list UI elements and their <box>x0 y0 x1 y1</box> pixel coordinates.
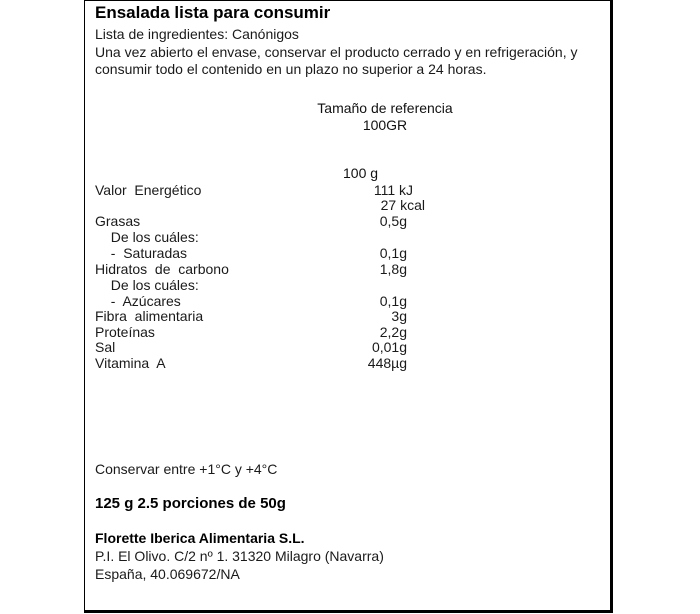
nutrition-row <box>95 355 425 371</box>
nutrient-name: - Saturadas <box>103 245 188 261</box>
nutrient-value: 448µg <box>367 355 407 371</box>
reference-size-value: 100GR <box>362 117 408 133</box>
nutrient-name: Fibra alimentaria <box>95 308 204 324</box>
nutrient-name: Sal <box>95 339 116 355</box>
nutrient-name: Proteínas <box>95 324 155 340</box>
nutrient-name: Hidratos de carbono <box>95 261 229 277</box>
manufacturer-name: Florette Iberica Alimentaria S.L. <box>95 530 305 546</box>
product-title: Ensalada lista para consumir <box>95 3 331 22</box>
nutrient-value: 0,01g <box>371 339 407 355</box>
nutrient-value: 1,8g <box>379 261 407 277</box>
manufacturer-country-registry: España, 40.069672/NA <box>95 566 240 582</box>
nutrition-row <box>95 213 425 229</box>
nutrient-subheading: De los cuáles: <box>103 277 199 293</box>
reference-size-title: Tamaño de referencia <box>317 100 453 116</box>
nutrient-value: 3g <box>391 308 407 324</box>
nutrition-row <box>95 229 425 245</box>
nutrition-row <box>95 261 425 277</box>
nutrient-name: Grasas <box>95 213 141 229</box>
net-weight-portions: 125 g 2.5 porciones de 50g <box>95 495 286 512</box>
nutrition-row <box>95 293 425 309</box>
manufacturer-address: P.I. El Olivo. C/2 nº 1. 31320 Milagro (Navarra) <box>95 548 384 564</box>
nutrient-value: 2,2g <box>379 324 407 340</box>
nutrient-value: 0,5g <box>379 213 407 229</box>
nutrition-row <box>95 308 425 324</box>
nutrition-column-header: 100 g <box>343 165 379 181</box>
nutrient-name: Vitamina A <box>95 355 166 371</box>
nutrition-row <box>95 339 425 355</box>
nutrient-name: - Azúcares <box>103 293 181 309</box>
nutrient-value: 0,1g <box>379 293 407 309</box>
storage-instructions-line1: Una vez abierto el envase, conservar el producto cerrado y en refrigeración, y <box>95 44 578 60</box>
nutrient-value: 111 kJ <box>373 182 413 198</box>
nutrition-row <box>95 277 425 293</box>
conservation-temperature: Conservar entre +1°C y +4°C <box>95 461 278 477</box>
nutrient-value: 0,1g <box>379 245 407 261</box>
nutrient-name: Valor Energético <box>95 182 202 198</box>
storage-instructions-line2: consumir todo el contenido en un plazo no superior a 24 horas. <box>95 61 487 77</box>
nutrient-subheading: De los cuáles: <box>103 229 199 245</box>
nutrition-row <box>95 245 425 261</box>
ingredients-list: Lista de ingredientes: Canónigos <box>95 26 299 42</box>
product-label <box>84 0 613 613</box>
nutrition-row <box>95 182 425 198</box>
nutrient-value: 27 kcal <box>380 197 425 213</box>
nutrition-row <box>95 324 425 340</box>
nutrition-row <box>95 197 425 213</box>
